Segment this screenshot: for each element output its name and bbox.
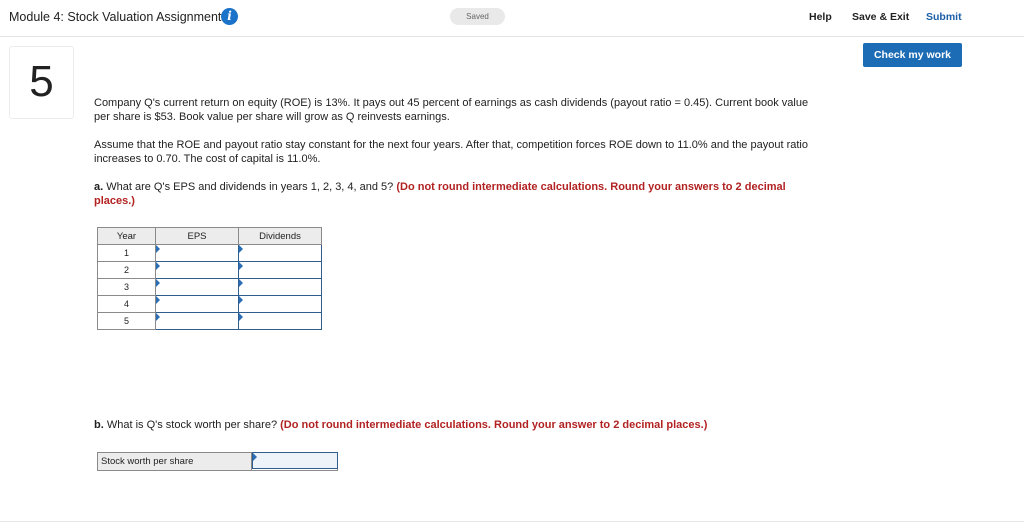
eps-input-year-5[interactable] (156, 313, 239, 330)
question-paragraph-1: Company Q's current return on equity (ROE) is 13%. It pays out 45 percent of earnings as cash dividends (payout ratio = 0.45). Current book value per share is $53. Book value per share will grow as Q reinvests earnings. (94, 97, 809, 123)
question-paragraph-2: Assume that the ROE and payout ratio stay constant for the next four years. After that, competition forces ROE down to 11.0% and the payout ratio increases to 0.70. The cost of capital is 11.0%. (94, 139, 808, 165)
top-header (0, 0, 1024, 37)
eps-input-year-2[interactable] (156, 262, 239, 279)
part-b-text: What is Q's stock worth per share? (106, 419, 278, 431)
check-my-work-button[interactable]: Check my work (863, 43, 962, 67)
year-cell: 4 (98, 296, 156, 313)
bottom-divider (0, 521, 1024, 522)
saved-status-badge: Saved (450, 8, 505, 25)
header-year: Year (98, 228, 156, 245)
part-a-label: a. (94, 181, 104, 193)
stock-worth-row (97, 452, 338, 471)
eps-dividends-table (97, 227, 322, 330)
part-b-prompt (94, 418, 819, 432)
table-row (98, 313, 322, 330)
table-row (98, 296, 322, 313)
table-row (98, 245, 322, 262)
question-number-card (9, 46, 74, 119)
question-number: 5 (29, 57, 54, 106)
dividends-input-year-3[interactable] (239, 279, 322, 296)
table-row (98, 279, 322, 296)
dividends-input-year-5[interactable] (239, 313, 322, 330)
save-exit-link[interactable]: Save & Exit (852, 11, 910, 23)
eps-input-year-3[interactable] (156, 279, 239, 296)
dividends-input-year-4[interactable] (239, 296, 322, 313)
year-cell: 1 (98, 245, 156, 262)
info-icon[interactable]: i (221, 8, 238, 25)
eps-input-year-1[interactable] (156, 245, 239, 262)
header-eps: EPS (156, 228, 239, 245)
table-row (98, 262, 322, 279)
stock-worth-label: Stock worth per share (98, 453, 252, 470)
dividends-input-year-1[interactable] (239, 245, 322, 262)
module-title: Module 4: Stock Valuation Assignment (9, 10, 222, 24)
eps-input-year-4[interactable] (156, 296, 239, 313)
part-b-label: b. (94, 419, 104, 431)
year-cell: 2 (98, 262, 156, 279)
submit-link[interactable]: Submit (926, 11, 962, 23)
part-a-instruction: (Do not round intermediate calculations. Round your answers to 2 decimal places.) (94, 181, 786, 207)
help-link[interactable]: Help (809, 11, 832, 23)
part-b-instruction: (Do not round intermediate calculations. Round your answer to 2 decimal places.) (280, 419, 708, 431)
header-dividends: Dividends (239, 228, 322, 245)
dividends-input-year-2[interactable] (239, 262, 322, 279)
part-a-prompt (94, 180, 819, 208)
stock-worth-input[interactable] (252, 452, 338, 469)
part-a-text: What are Q's EPS and dividends in years 1, 2, 3, 4, and 5? (106, 181, 394, 193)
year-cell: 5 (98, 313, 156, 330)
year-cell: 3 (98, 279, 156, 296)
